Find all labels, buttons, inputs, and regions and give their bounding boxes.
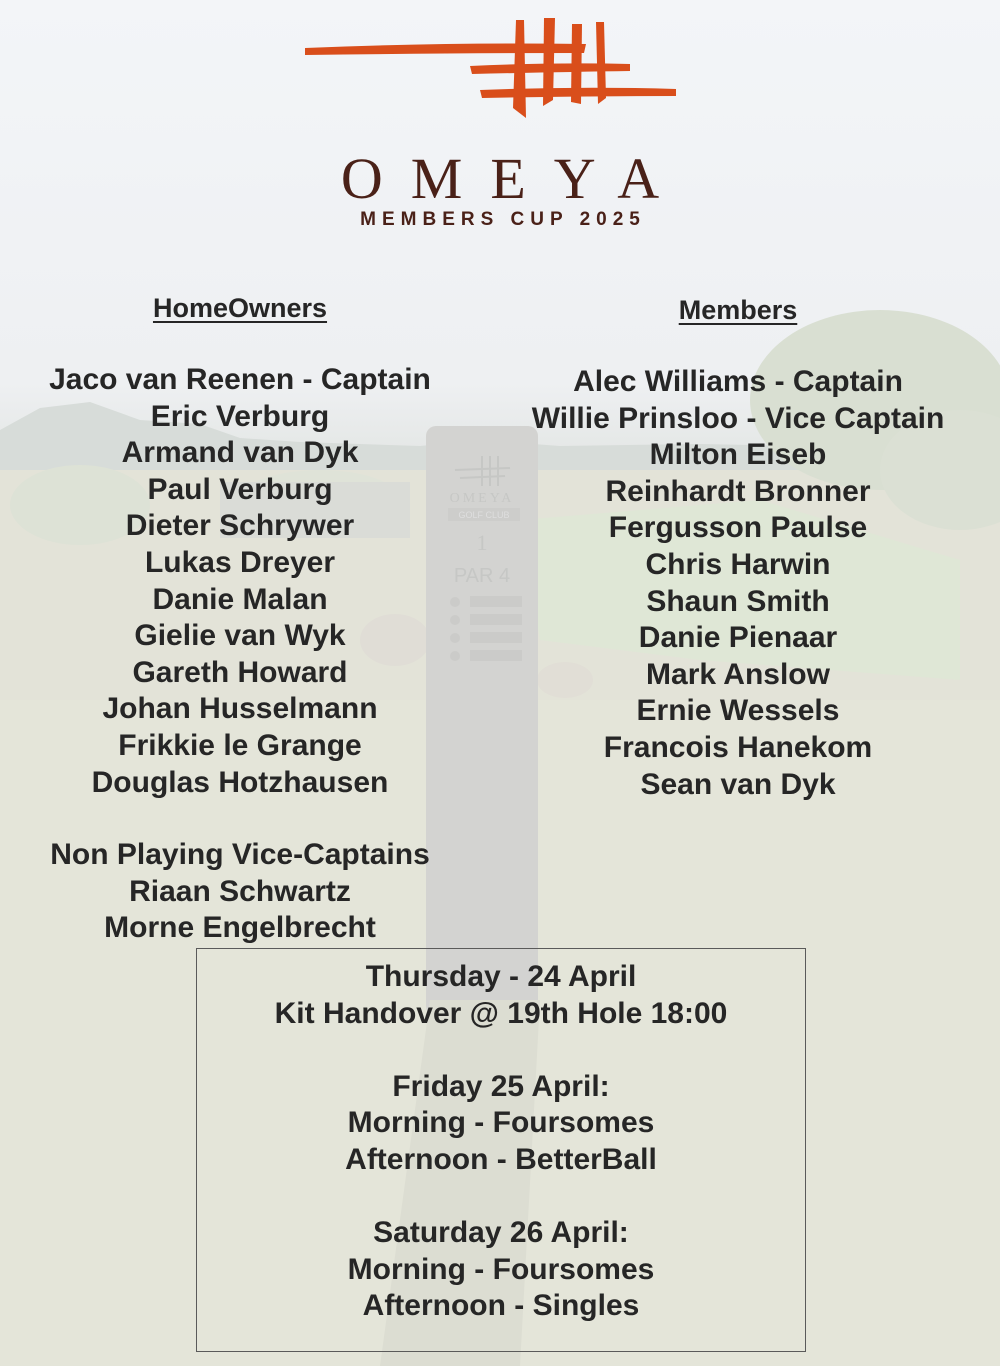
player-name: Dieter Schrywer	[125, 509, 355, 543]
vice-captain-name: Morne Engelbrecht	[104, 911, 376, 945]
player-name: Francois Hanekom	[603, 730, 873, 764]
player-name: Douglas Hotzhausen	[91, 765, 389, 799]
omeya-logo-icon	[300, 18, 680, 120]
player-name: Milton Eiseb	[649, 438, 827, 472]
player-name: Alec Williams - Captain	[573, 365, 903, 398]
player-name: Willie Prinsloo - Vice Captain	[531, 401, 945, 435]
thursday-event: Kit Handover @ 19th Hole 18:00	[274, 996, 728, 1030]
vice-captains-heading: Non Playing Vice-Captains	[50, 838, 430, 872]
schedule-spacer	[197, 1032, 805, 1069]
members-player-list	[500, 364, 976, 803]
player-name: Mark Anslow	[646, 657, 830, 691]
saturday-afternoon: Afternoon - Singles	[362, 1289, 640, 1323]
player-name: Armand van Dyk	[121, 436, 359, 470]
members-column	[500, 292, 976, 803]
player-name: Johan Husselmann	[102, 692, 378, 726]
player-name: Fergusson Paulse	[608, 511, 868, 545]
members-heading: Members	[678, 295, 798, 325]
friday-day: Friday 25 April:	[392, 1069, 610, 1103]
saturday-day: Saturday 26 April:	[373, 1216, 629, 1250]
player-name: Eric Verburg	[150, 399, 330, 433]
player-name: Ernie Wessels	[636, 694, 840, 728]
player-name: Jaco van Reenen - Captain	[49, 363, 431, 396]
saturday-morning: Morning - Foursomes	[347, 1252, 655, 1286]
schedule-box	[196, 948, 806, 1352]
tee-marker-brand-text: OMEYA	[449, 491, 515, 506]
tee-marker-par-text: PAR 4	[453, 565, 511, 587]
homeowners-player-list	[20, 362, 460, 801]
homeowners-column	[20, 290, 460, 947]
player-name: Danie Malan	[152, 582, 328, 616]
brand-name: OMEYA	[340, 146, 688, 211]
player-name: Lukas Dreyer	[144, 545, 336, 579]
player-name: Sean van Dyk	[640, 767, 836, 801]
player-name: Frikkie le Grange	[118, 728, 362, 762]
player-name: Paul Verburg	[147, 472, 333, 506]
player-name: Danie Pienaar	[638, 621, 838, 655]
vice-captains-list	[20, 874, 460, 947]
vice-captain-name: Riaan Schwartz	[129, 874, 351, 908]
player-name: Gielie van Wyk	[134, 619, 346, 653]
player-name: Shaun Smith	[646, 584, 830, 618]
tee-marker-hole-text: 1	[476, 530, 488, 555]
friday-morning: Morning - Foursomes	[347, 1106, 655, 1140]
player-name: Gareth Howard	[132, 655, 348, 689]
event-subtitle: MEMBERS CUP 2025	[360, 209, 646, 230]
player-name: Reinhardt Bronner	[605, 474, 871, 508]
friday-afternoon: Afternoon - BetterBall	[345, 1142, 657, 1176]
homeowners-heading: HomeOwners	[152, 293, 328, 323]
thursday-day: Thursday - 24 April	[365, 960, 637, 993]
tee-marker-club-text: GOLF CLUB	[458, 510, 510, 520]
schedule-spacer	[197, 1179, 805, 1216]
vice-captains-section	[20, 837, 460, 947]
player-name: Chris Harwin	[645, 547, 831, 581]
